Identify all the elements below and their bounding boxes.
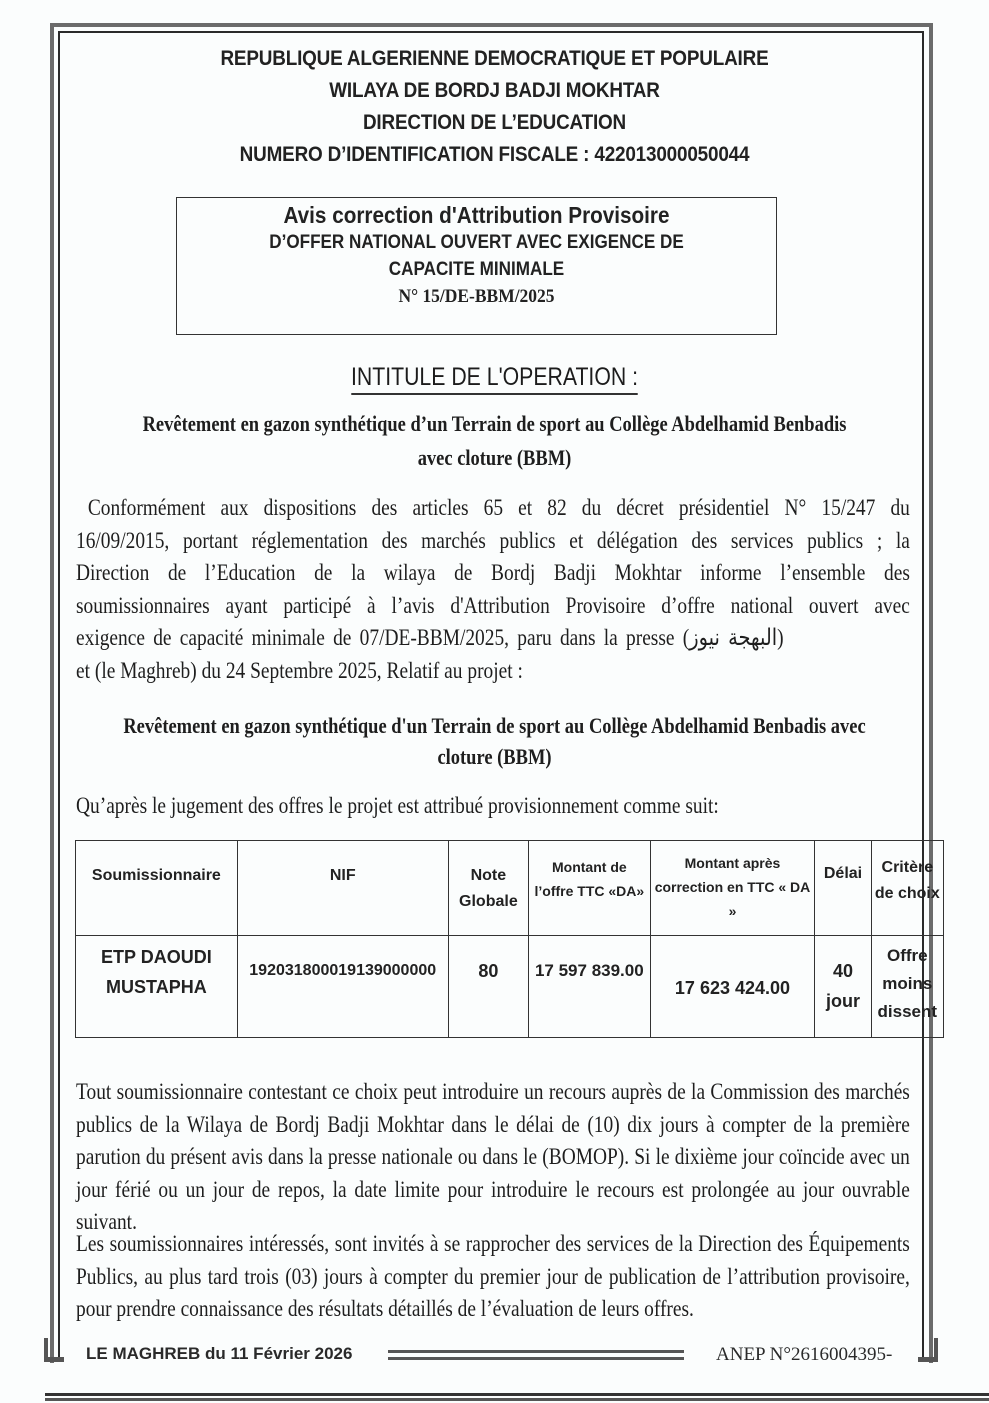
anep-number: ANEP N°2616004395- <box>716 1344 893 1365</box>
intro-line: exigence de capacité minimale de 07/DE-BBM/2025, paru dans la presse (البهجة نيوز) <box>76 625 784 650</box>
recourse-line: publics de la Wilaya de Bordj Badji Mokhtar dans le délai de (10) dix jours à compter de la première <box>76 1111 910 1137</box>
intro-line: soumissionnaires ayant participé à l’avis d'Attribution Provisoire d’offre national ouvert avec <box>76 592 910 618</box>
intro-line: Conformément aux dispositions des articles 65 et 82 du décret présidentiel N° 15/247 du <box>87 495 910 520</box>
invite-paragraph <box>76 1228 910 1326</box>
recourse-line: jour férié ou un jour de repos, la date limite pour introduire le recours est prolongée au jour ouvrable <box>76 1176 910 1202</box>
cell-delai: 40 jour <box>815 936 871 1038</box>
header-republic: REPUBLIQUE ALGERIENNE DEMOCRATIQUE ET POPULAIRE <box>220 47 769 70</box>
title-box <box>176 197 777 335</box>
frame-corner-bottom-right <box>918 1338 938 1362</box>
cell-critere: Offre moins dissent <box>871 936 943 1038</box>
project-name-line2: cloture (BBM) <box>437 744 552 769</box>
header-direction: DIRECTION DE L’EDUCATION <box>362 111 627 134</box>
intro-line: 16/09/2015, portant réglementation des marchés publics et délégation des services publics ; la <box>76 527 910 553</box>
notice-title: Avis correction d'Attribution Provisoire <box>283 202 670 228</box>
col-header-critere: Critère de choix <box>871 841 943 936</box>
header-nif: NUMERO D’IDENTIFICATION FISCALE : 422013000050044 <box>239 143 750 166</box>
invite-line: Publics, au plus tard trois (03) jours à compter du premier jour de publication de l’attribution provisoire, <box>76 1263 910 1289</box>
cell-nif: 192031800019139000000 <box>237 936 448 1038</box>
attribution-intro <box>76 790 910 823</box>
col-header-montant-correction: Montant après correction en TTC « DA » <box>650 841 815 936</box>
operation-heading <box>74 363 915 392</box>
bottom-rule <box>45 1393 989 1401</box>
recourse-line: Tout soumissionnaire contestant ce choix peut introduire un recours auprès de la Commission des marchés <box>76 1079 910 1104</box>
notice-number: N° 15/DE-BBM/2025 <box>398 286 555 307</box>
recourse-line: suivant. <box>76 1209 137 1234</box>
col-header-soumissionnaire: Soumissionnaire <box>76 841 238 936</box>
cell-soumissionnaire: ETP DAOUDI MUSTAPHA <box>76 936 238 1038</box>
col-header-delai: Délai <box>815 841 871 936</box>
attribution-table <box>75 840 944 1038</box>
project-name-line1: Revêtement en gazon synthétique d'un Terrain de sport au Collège Abdelhamid Benbadis avec <box>123 713 866 738</box>
footer-rule <box>388 1350 684 1360</box>
cell-montant-offre: 17 597 839.00 <box>529 936 651 1038</box>
recourse-paragraph <box>76 1076 910 1239</box>
intro-line: et (le Maghreb) du 24 Septembre 2025, Relatif au projet : <box>76 657 523 683</box>
col-header-nif: NIF <box>237 841 448 936</box>
operation-name-line2: avec cloture (BBM) <box>417 445 572 470</box>
notice-subtitle-line2: CAPACITE MINIMALE <box>388 259 565 280</box>
cell-note: 80 <box>448 936 528 1038</box>
attribution-intro-text: Qu’après le jugement des offres le projet est attribué provisionnement comme suit: <box>76 793 719 818</box>
operation-heading-text: INTITULE DE L'OPERATION : <box>351 363 638 395</box>
col-header-montant-offre: Montant de l’offre TTC «DA» <box>529 841 651 936</box>
col-header-note: Note Globale <box>448 841 528 936</box>
invite-line: pour prendre connaissance des résultats détaillés de l’évaluation de leurs offres. <box>76 1296 694 1321</box>
notice-subtitle-line1: D’OFFER NATIONAL OUVERT AVEC EXIGENCE DE <box>269 232 684 253</box>
publication-credit: LE MAGHREB du 11 Février 2026 <box>86 1344 353 1363</box>
table-header-row <box>76 841 944 936</box>
operation-name-line1: Revêtement en gazon synthétique d’un Terrain de sport au Collège Abdelhamid Benbadis <box>142 411 847 436</box>
frame-corner-bottom-left <box>44 1338 64 1362</box>
cell-montant-correction: 17 623 424.00 <box>650 936 815 1038</box>
table-row <box>76 936 944 1038</box>
recourse-line: parution du présent avis dans la presse nationale ou dans le (BOMOP). Si le dixième jour coïncide avec un <box>76 1144 910 1169</box>
intro-line: Direction de l’Education de la wilaya de Bordj Badji Mokhtar informe l’ensemble des <box>76 560 910 585</box>
intro-paragraph <box>76 492 910 687</box>
header-wilaya: WILAYA DE BORDJ BADJI MOKHTAR <box>329 79 660 102</box>
invite-line: Les soumissionnaires intéressés, sont invités à se rapprocher des services de la Direction des Équipements <box>76 1231 910 1256</box>
